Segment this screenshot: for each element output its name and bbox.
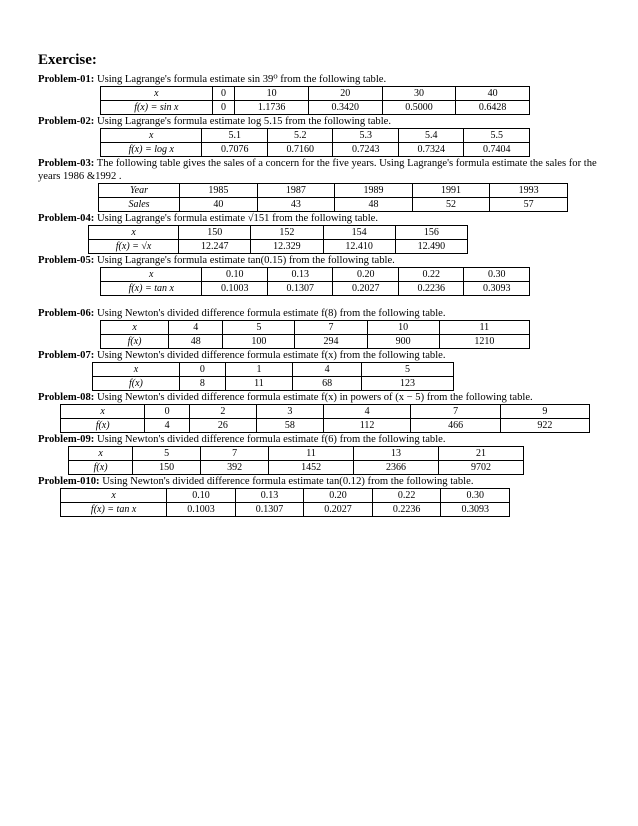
- table-cell: 12.247: [179, 240, 251, 254]
- table-cell: 156: [395, 226, 467, 240]
- table-cell: 48: [335, 198, 413, 212]
- table-cell: 152: [251, 226, 323, 240]
- problem-text: Using Newton's divided difference formula estimate f(x) from the following table.: [96, 350, 446, 361]
- row-label: x: [61, 489, 167, 503]
- table-cell: 0.7243: [333, 143, 399, 157]
- table-row: [61, 405, 590, 419]
- table-cell: 5: [223, 321, 295, 335]
- table-row: [101, 101, 530, 115]
- row-label: Sales: [99, 198, 180, 212]
- table-04: [88, 225, 468, 254]
- table-row: [99, 198, 568, 212]
- table-cell: 0.1307: [267, 282, 333, 296]
- row-label: f(x): [69, 461, 133, 475]
- table-cell: 2366: [354, 461, 439, 475]
- table-07: [92, 362, 454, 391]
- table-cell: 11: [439, 321, 529, 335]
- problem-04: [38, 212, 604, 225]
- table-08: [60, 404, 590, 433]
- table-cell: 12.410: [323, 240, 395, 254]
- row-label: f(x) = log x: [101, 143, 202, 157]
- table-row: [101, 321, 530, 335]
- table-cell: 1.1736: [235, 101, 309, 115]
- problem-03: [38, 157, 604, 183]
- table-cell: 1989: [335, 184, 413, 198]
- table-cell: 40: [456, 87, 530, 101]
- table-row: [89, 226, 468, 240]
- table-cell: 58: [256, 419, 323, 433]
- table-cell: 1991: [412, 184, 490, 198]
- table-cell: 0.10: [202, 268, 268, 282]
- table-cell: 1210: [439, 335, 529, 349]
- table-cell: 4: [293, 363, 362, 377]
- table-cell: 0.30: [464, 268, 530, 282]
- table-cell: 2: [189, 405, 256, 419]
- problem-id: Problem-07:: [38, 350, 95, 361]
- table-cell: 5.5: [464, 129, 530, 143]
- table-cell: 0.2027: [333, 282, 399, 296]
- row-label: f(x) = √x: [89, 240, 179, 254]
- problem-id: Problem-02:: [38, 116, 95, 127]
- row-label: Year: [99, 184, 180, 198]
- table-cell: 12.329: [251, 240, 323, 254]
- table-cell: 9: [500, 405, 589, 419]
- row-label: f(x) = sin x: [101, 101, 213, 115]
- table-cell: 26: [189, 419, 256, 433]
- problem-text: Using Newton's divided difference formula estimate tan(0.12) from the following table.: [102, 476, 474, 487]
- problem-text: Using Newton's divided difference formula estimate f(6) from the following table.: [96, 434, 446, 445]
- table-cell: 112: [323, 419, 411, 433]
- table-cell: 392: [201, 461, 269, 475]
- row-label: x: [101, 268, 202, 282]
- table-cell: 1985: [180, 184, 258, 198]
- table-cell: 1987: [257, 184, 335, 198]
- table-cell: 0: [212, 101, 235, 115]
- table-cell: 100: [223, 335, 295, 349]
- table-cell: 1993: [490, 184, 568, 198]
- problem-id: Problem-03:: [38, 158, 95, 169]
- table-cell: 20: [308, 87, 382, 101]
- problem-id: Problem-08:: [38, 392, 95, 403]
- table-cell: 0.7160: [267, 143, 333, 157]
- problem-05: [38, 254, 604, 267]
- problem-07: [38, 349, 604, 362]
- table-row: [101, 129, 530, 143]
- table-09: [68, 446, 524, 475]
- table-cell: 0.3420: [308, 101, 382, 115]
- table-cell: 123: [362, 377, 454, 391]
- table-cell: 0.10: [167, 489, 236, 503]
- table-06: [100, 320, 530, 349]
- row-label: f(x) = tan x: [61, 503, 167, 517]
- problem-text: Using Lagrange's formula estimate tan(0.15) from the following table.: [96, 255, 395, 266]
- table-cell: 57: [490, 198, 568, 212]
- row-label: x: [101, 87, 213, 101]
- table-cell: 0.2236: [372, 503, 441, 517]
- table-cell: 12.490: [395, 240, 467, 254]
- table-02: [100, 128, 530, 157]
- table-01: [100, 86, 530, 115]
- table-cell: 48: [169, 335, 223, 349]
- table-cell: 13: [354, 447, 439, 461]
- table-cell: 0.22: [398, 268, 464, 282]
- table-row: [93, 363, 454, 377]
- table-cell: 8: [179, 377, 225, 391]
- table-cell: 1452: [269, 461, 354, 475]
- table-cell: 4: [169, 321, 223, 335]
- row-label: x: [69, 447, 133, 461]
- table-cell: 0.3093: [464, 282, 530, 296]
- problem-text: Using Lagrange's formula estimate log 5.15 from the following table.: [96, 116, 392, 127]
- problem-id: Problem-05:: [38, 255, 95, 266]
- table-row: [101, 268, 530, 282]
- problem-02: [38, 115, 604, 128]
- table-cell: 7: [295, 321, 367, 335]
- table-cell: 5: [362, 363, 454, 377]
- problem-text: Using Lagrange's formula estimate √151 from the following table.: [96, 213, 378, 224]
- row-label: x: [93, 363, 180, 377]
- table-cell: 0.7076: [202, 143, 268, 157]
- table-cell: 0.1003: [202, 282, 268, 296]
- table-cell: 5.4: [398, 129, 464, 143]
- table-row: [61, 489, 510, 503]
- table-row: [69, 447, 524, 461]
- table-cell: 0.22: [372, 489, 441, 503]
- problem-text: The following table gives the sales of a concern for the five years. Using Lagrange's formula estimate the sales for the years 1986 &1992 .: [38, 158, 597, 182]
- table-row: [61, 419, 590, 433]
- table-cell: 0.5000: [382, 101, 456, 115]
- problem-id: Problem-01:: [38, 74, 95, 85]
- table-cell: 21: [439, 447, 524, 461]
- table-row: [99, 184, 568, 198]
- table-cell: 0.1003: [167, 503, 236, 517]
- problem-01: [38, 73, 604, 86]
- table-03: [98, 183, 568, 212]
- problem-09: [38, 433, 604, 446]
- table-cell: 0.13: [267, 268, 333, 282]
- table-cell: 4: [323, 405, 411, 419]
- table-cell: 922: [500, 419, 589, 433]
- table-cell: 150: [179, 226, 251, 240]
- table-cell: 43: [257, 198, 335, 212]
- table-cell: 900: [367, 335, 439, 349]
- page-title: Exercise:: [38, 52, 97, 68]
- table-cell: 0.2027: [304, 503, 373, 517]
- table-cell: 5: [133, 447, 201, 461]
- table-cell: 150: [133, 461, 201, 475]
- table-cell: 5.1: [202, 129, 268, 143]
- table-010: [60, 488, 510, 517]
- problem-text: Using Newton's divided difference formula estimate f(x) in powers of (x − 5) from the following table.: [96, 392, 533, 403]
- table-row: [101, 143, 530, 157]
- row-label: f(x): [61, 419, 145, 433]
- table-cell: 10: [235, 87, 309, 101]
- table-cell: 466: [411, 419, 500, 433]
- table-row: [69, 461, 524, 475]
- table-row: [101, 87, 530, 101]
- problem-id: Problem-09:: [38, 434, 95, 445]
- table-cell: 3: [256, 405, 323, 419]
- table-cell: 52: [412, 198, 490, 212]
- table-row: [89, 240, 468, 254]
- table-cell: 7: [411, 405, 500, 419]
- table-05: [100, 267, 530, 296]
- table-cell: 0.30: [441, 489, 510, 503]
- table-cell: 5.2: [267, 129, 333, 143]
- spacer: [38, 296, 604, 307]
- table-cell: 0.3093: [441, 503, 510, 517]
- table-cell: 0: [212, 87, 235, 101]
- problem-06: [38, 307, 604, 320]
- table-row: [101, 335, 530, 349]
- table-cell: 0.13: [235, 489, 304, 503]
- problem-010: [38, 475, 604, 488]
- row-label: f(x) = tan x: [101, 282, 202, 296]
- table-cell: 7: [201, 447, 269, 461]
- table-cell: 11: [269, 447, 354, 461]
- table-cell: 1: [225, 363, 292, 377]
- table-cell: 0.6428: [456, 101, 530, 115]
- table-cell: 0.1307: [235, 503, 304, 517]
- problem-id: Problem-06:: [38, 308, 95, 319]
- table-cell: 0.2236: [398, 282, 464, 296]
- problem-text: Using Lagrange's formula estimate sin 39⁰ from the following table.: [96, 74, 387, 85]
- row-label: x: [101, 321, 169, 335]
- table-cell: 0: [145, 405, 190, 419]
- table-cell: 68: [293, 377, 362, 391]
- row-label: x: [101, 129, 202, 143]
- document-page: [38, 52, 604, 517]
- table-cell: 154: [323, 226, 395, 240]
- row-label: f(x): [93, 377, 180, 391]
- table-cell: 0: [179, 363, 225, 377]
- table-cell: 0.7404: [464, 143, 530, 157]
- problem-08: [38, 391, 604, 404]
- table-cell: 9702: [439, 461, 524, 475]
- table-cell: 0.20: [304, 489, 373, 503]
- row-label: f(x): [101, 335, 169, 349]
- problem-id: Problem-010:: [38, 476, 100, 487]
- row-label: x: [61, 405, 145, 419]
- table-cell: 4: [145, 419, 190, 433]
- problem-text: Using Newton's divided difference formula estimate f(8) from the following table.: [96, 308, 446, 319]
- table-cell: 0.7324: [398, 143, 464, 157]
- table-row: [61, 503, 510, 517]
- table-cell: 10: [367, 321, 439, 335]
- table-row: [93, 377, 454, 391]
- table-cell: 294: [295, 335, 367, 349]
- table-cell: 30: [382, 87, 456, 101]
- table-cell: 11: [225, 377, 292, 391]
- problem-id: Problem-04:: [38, 213, 95, 224]
- row-label: x: [89, 226, 179, 240]
- table-cell: 0.20: [333, 268, 399, 282]
- table-cell: 40: [180, 198, 258, 212]
- table-row: [101, 282, 530, 296]
- table-cell: 5.3: [333, 129, 399, 143]
